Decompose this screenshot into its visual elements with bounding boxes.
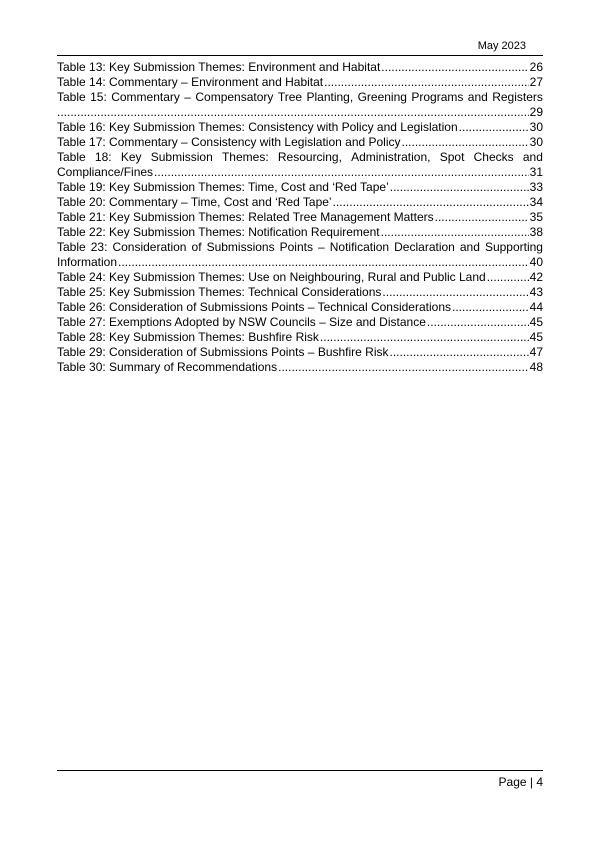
toc-word: Notification [329, 240, 390, 254]
toc-entry-page: 27 [529, 75, 543, 89]
toc-entry[interactable] [57, 315, 543, 330]
toc-entry-page: 31 [529, 165, 543, 179]
toc-entry-title: Table 27: Exemptions Adopted by NSW Councils – Size and Distance [57, 315, 426, 329]
toc-leader [118, 255, 529, 270]
toc-entry-page: 30 [529, 120, 543, 134]
toc-word: Spot [439, 150, 465, 164]
toc-leader [487, 270, 529, 285]
toc-word: Commentary [111, 90, 180, 104]
toc-leader [381, 60, 528, 75]
toc-entry[interactable] [57, 270, 543, 285]
toc-word: Checks [473, 150, 514, 164]
toc-entry-page: 42 [529, 270, 543, 284]
toc-entry-page: 47 [529, 345, 543, 359]
toc-entry[interactable] [57, 300, 543, 315]
toc-entry-title: Table 19: Key Submission Themes: Time, Cost and ‘Red Tape’ [57, 180, 389, 194]
toc-entry[interactable] [57, 75, 543, 90]
toc-entry-title [57, 240, 543, 255]
toc-word: Table [57, 90, 86, 104]
toc-entry-title: Table 20: Commentary – Time, Cost and ‘Red Tape’ [57, 195, 332, 209]
toc-leader [320, 330, 529, 345]
toc-entry-title: Table 22: Key Submission Themes: Notification Requirement [57, 225, 380, 239]
toc-word: Compensatory [195, 90, 274, 104]
toc-entry[interactable] [57, 135, 543, 150]
toc-entry-page: 40 [529, 255, 543, 269]
toc-leader [427, 315, 529, 330]
toc-entry[interactable] [57, 120, 543, 135]
toc-entry[interactable] [57, 285, 543, 300]
toc-word: and [522, 150, 543, 164]
toc-entry-continuation [57, 255, 543, 270]
toc-leader [382, 285, 528, 300]
toc-entry-page: 45 [529, 315, 543, 329]
toc-word: Table [57, 150, 86, 164]
toc-entry[interactable] [57, 240, 543, 270]
toc-entry-title-rest: Compliance/Fines [57, 165, 154, 179]
toc-word: Declaration [394, 240, 455, 254]
toc-entry-title: Table 30: Summary of Recommendations [57, 360, 278, 374]
toc-entry[interactable] [57, 225, 543, 240]
toc-entry-page: 34 [529, 195, 543, 209]
toc-word: 23: [90, 240, 108, 254]
toc-entry-title: Table 14: Commentary – Environment and Habitat [57, 75, 324, 89]
toc-entry-title: Table 13: Key Submission Themes: Environment and Habitat [57, 60, 381, 74]
toc-entry-title: Table 28: Key Submission Themes: Bushfire Risk [57, 330, 319, 344]
toc-word: Table [57, 240, 86, 254]
toc-entry-page: 26 [529, 60, 543, 74]
toc-leader [402, 135, 529, 150]
toc-entry[interactable] [57, 360, 543, 375]
toc-leader [57, 105, 529, 120]
toc-word: Programs [411, 90, 464, 104]
toc-leader [278, 360, 529, 375]
toc-entry-title [57, 150, 543, 165]
toc-word: Tree [277, 90, 303, 104]
toc-leader [390, 345, 529, 360]
toc-word: Supporting [484, 240, 543, 254]
toc-entry-page: 43 [529, 285, 543, 299]
toc-leader [381, 225, 529, 240]
toc-word: Greening [357, 90, 407, 104]
toc-entry-title [57, 90, 543, 105]
toc-entry-page: 30 [529, 135, 543, 149]
toc-entry[interactable] [57, 345, 543, 360]
toc-entry-title: Table 26: Consideration of Submissions Points – Technical Considerations [57, 300, 452, 314]
toc-word: – [184, 90, 191, 104]
toc-leader [390, 180, 529, 195]
toc-entry[interactable] [57, 330, 543, 345]
toc-word: 15: [90, 90, 107, 104]
toc-entry[interactable] [57, 210, 543, 225]
toc-leader [459, 120, 529, 135]
toc-word: Consideration [112, 240, 187, 254]
toc-entry-title: Table 25: Key Submission Themes: Technical Considerations [57, 285, 382, 299]
toc-leader [435, 210, 529, 225]
toc-entry[interactable] [57, 60, 543, 75]
toc-entry-page: 33 [529, 180, 543, 194]
toc-word: – [318, 240, 325, 254]
toc-word: and [459, 240, 480, 254]
toc-leader [452, 300, 529, 315]
toc-entry-title: Table 16: Key Submission Themes: Consistency with Policy and Legislation [57, 120, 458, 134]
toc-entry[interactable] [57, 90, 543, 120]
toc-entry-continuation [57, 165, 543, 180]
toc-word: of [191, 240, 202, 254]
toc-word: Key [120, 150, 142, 164]
toc-entry[interactable] [57, 195, 543, 210]
table-of-contents [57, 60, 543, 375]
toc-leader [333, 195, 529, 210]
toc-entry[interactable] [57, 150, 543, 180]
toc-word: and [467, 90, 488, 104]
toc-entry[interactable] [57, 180, 543, 195]
toc-word: Administration, [351, 150, 431, 164]
toc-entry-page: 48 [529, 360, 543, 374]
toc-entry-page: 45 [529, 330, 543, 344]
header-date: May 2023 [477, 40, 526, 52]
toc-word: Resourcing, [277, 150, 342, 164]
toc-leader [154, 165, 529, 180]
toc-word: Submission [150, 150, 213, 164]
toc-word: Themes: [221, 150, 269, 164]
toc-entry-title-rest: Information [57, 255, 118, 269]
toc-entry-page: 38 [529, 225, 543, 239]
toc-word: Registers [492, 90, 543, 104]
toc-leader [324, 75, 529, 90]
footer-page-number: Page | 4 [498, 775, 543, 789]
toc-word: Submissions [206, 240, 275, 254]
toc-entry-continuation [57, 105, 543, 120]
toc-entry-page: 44 [529, 300, 543, 314]
toc-word: Planting, [306, 90, 354, 104]
toc-word: Points [279, 240, 313, 254]
toc-entry-title: Table 17: Commentary – Consistency with Legislation and Policy [57, 135, 401, 149]
header-divider [57, 55, 543, 56]
toc-entry-title: Table 29: Consideration of Submissions Points – Bushfire Risk [57, 345, 389, 359]
toc-word: 18: [94, 150, 112, 164]
toc-entry-page: 35 [529, 210, 543, 224]
toc-entry-page: 29 [529, 105, 543, 119]
toc-entry-title: Table 21: Key Submission Themes: Related Tree Management Matters [57, 210, 434, 224]
toc-entry-title: Table 24: Key Submission Themes: Use on Neighbouring, Rural and Public Land [57, 270, 486, 284]
footer-divider [57, 770, 543, 771]
